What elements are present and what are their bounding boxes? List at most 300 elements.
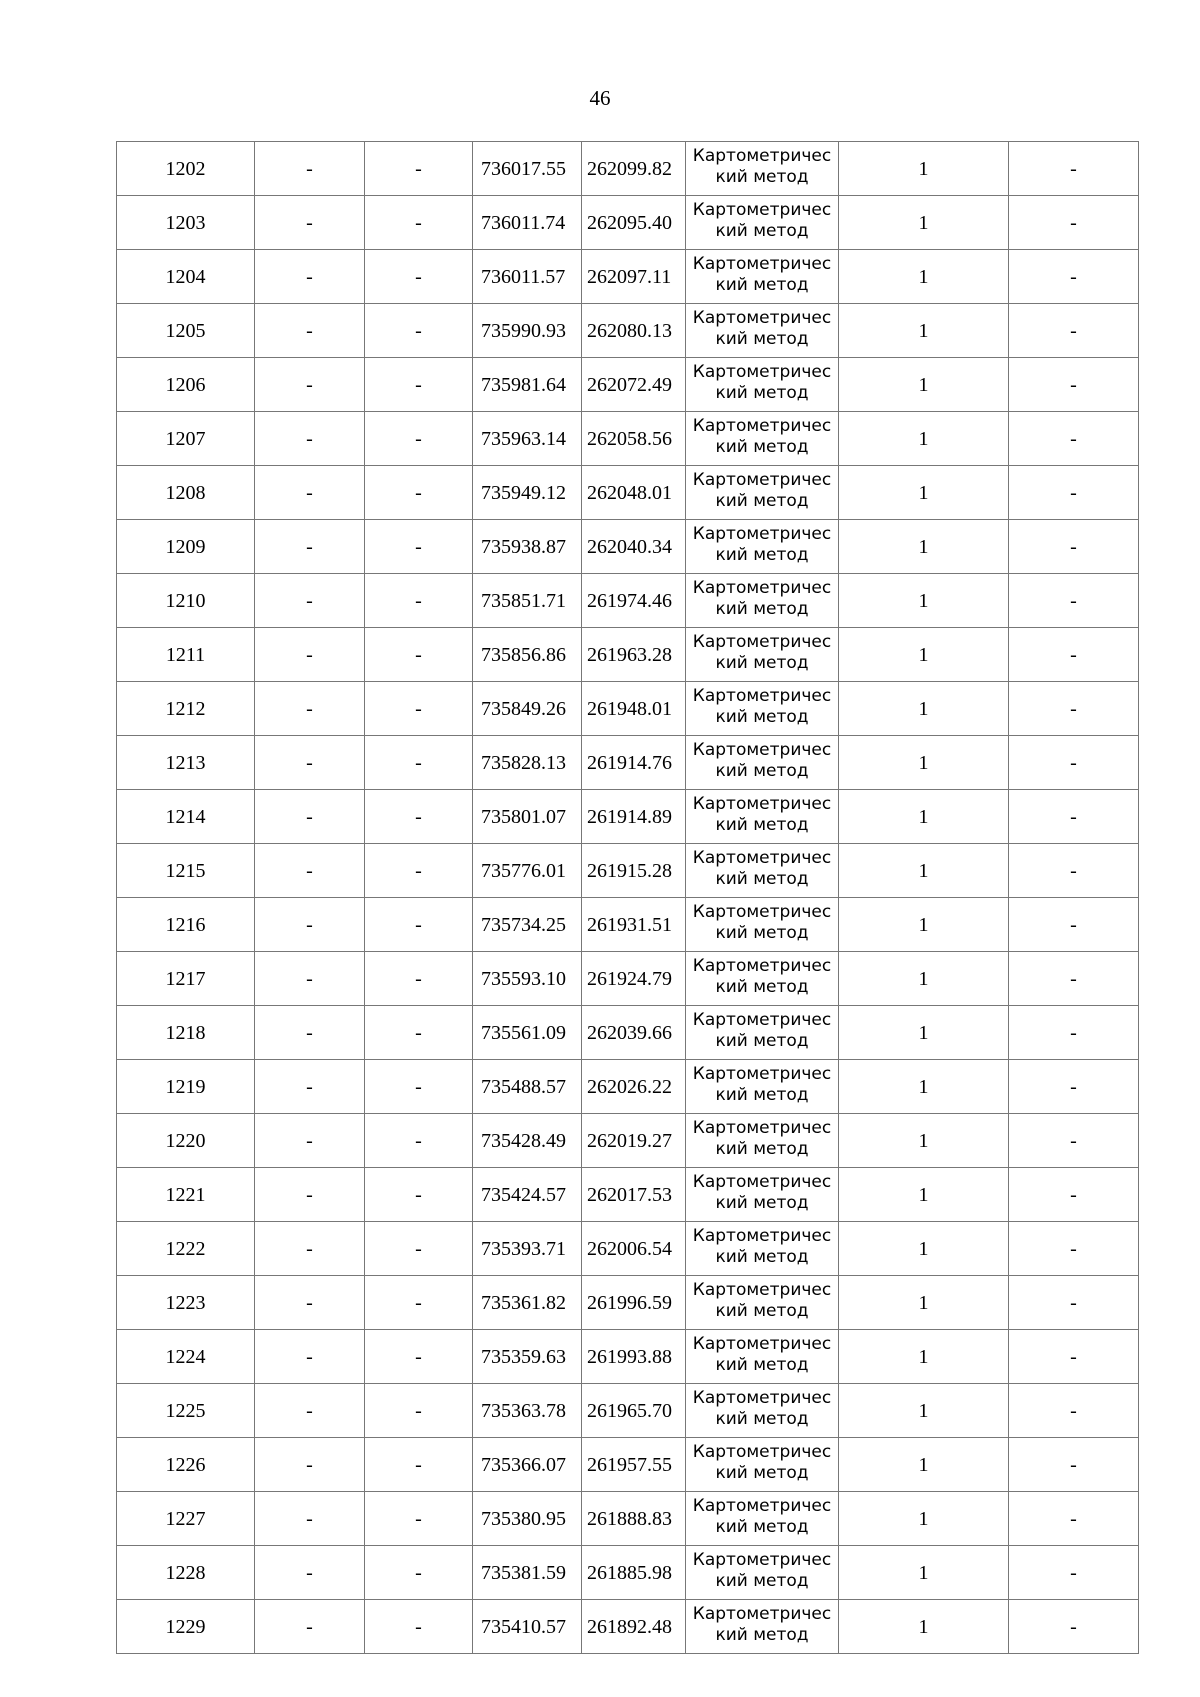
accuracy-cell: 1 [839,1222,1009,1276]
method-line-2: кий метод [715,329,809,349]
dash-cell: - [255,1168,365,1222]
table-row [117,844,1139,898]
method-line-1: Картометричес [692,1172,832,1192]
dash-cell: - [255,142,365,196]
x-coordinate-cell: 735361.82 [473,1276,582,1330]
y-coordinate-cell: 262026.22 [582,1060,686,1114]
y-coordinate-cell: 261892.48 [582,1600,686,1654]
x-coordinate-cell: 735381.59 [473,1546,582,1600]
point-number-cell: 1210 [117,574,255,628]
method-line-2: кий метод [715,1355,809,1375]
accuracy-cell: 1 [839,574,1009,628]
x-coordinate-cell: 735776.01 [473,844,582,898]
method-line-1: Картометричес [692,1550,832,1570]
method-line-2: кий метод [715,1085,809,1105]
page-number: 46 [589,86,611,110]
dash-cell: - [255,1492,365,1546]
point-number-cell: 1205 [117,304,255,358]
x-coordinate-cell: 735428.49 [473,1114,582,1168]
dash-cell: - [1009,844,1139,898]
dash-cell: - [365,898,473,952]
dash-cell: - [255,1006,365,1060]
method-line-2: кий метод [715,707,809,727]
dash-cell: - [255,1546,365,1600]
method-cell [686,1384,839,1438]
dash-cell: - [1009,1114,1139,1168]
y-coordinate-cell: 261948.01 [582,682,686,736]
x-coordinate-cell: 735981.64 [473,358,582,412]
accuracy-cell: 1 [839,520,1009,574]
point-number-cell: 1211 [117,628,255,682]
method-line-2: кий метод [715,977,809,997]
method-line-1: Картометричес [692,740,832,760]
table-row [117,1330,1139,1384]
y-coordinate-cell: 261915.28 [582,844,686,898]
x-coordinate-cell: 735410.57 [473,1600,582,1654]
dash-cell: - [1009,682,1139,736]
y-coordinate-cell: 261914.89 [582,790,686,844]
accuracy-cell: 1 [839,736,1009,790]
dash-cell: - [1009,1330,1139,1384]
dash-cell: - [365,1168,473,1222]
method-cell [686,1600,839,1654]
table-row [117,628,1139,682]
method-cell [686,736,839,790]
point-number-cell: 1223 [117,1276,255,1330]
dash-cell: - [365,682,473,736]
method-line-1: Картометричес [692,1064,832,1084]
method-cell [686,1222,839,1276]
dash-cell: - [255,196,365,250]
dash-cell: - [365,1546,473,1600]
method-line-1: Картометричес [692,146,832,166]
dash-cell: - [255,250,365,304]
method-line-2: кий метод [715,491,809,511]
table-row [117,736,1139,790]
accuracy-cell: 1 [839,1438,1009,1492]
x-coordinate-cell: 735593.10 [473,952,582,1006]
method-line-2: кий метод [715,1409,809,1429]
dash-cell: - [1009,142,1139,196]
method-cell [686,1060,839,1114]
dash-cell: - [1009,1222,1139,1276]
table-row [117,250,1139,304]
accuracy-cell: 1 [839,1114,1009,1168]
method-line-1: Картометричес [692,1118,832,1138]
method-cell [686,196,839,250]
accuracy-cell: 1 [839,1330,1009,1384]
table-row [117,358,1139,412]
point-number-cell: 1203 [117,196,255,250]
dash-cell: - [365,574,473,628]
dash-cell: - [1009,898,1139,952]
dash-cell: - [365,520,473,574]
table-row [117,790,1139,844]
dash-cell: - [1009,250,1139,304]
table-row [117,1168,1139,1222]
method-line-1: Картометричес [692,1334,832,1354]
dash-cell: - [365,628,473,682]
table-row [117,1492,1139,1546]
point-number-cell: 1215 [117,844,255,898]
dash-cell: - [1009,1060,1139,1114]
dash-cell: - [255,412,365,466]
method-line-1: Картометричес [692,254,832,274]
table-row [117,682,1139,736]
dash-cell: - [255,628,365,682]
dash-cell: - [1009,790,1139,844]
method-cell [686,682,839,736]
dash-cell: - [255,736,365,790]
point-number-cell: 1220 [117,1114,255,1168]
dash-cell: - [365,1276,473,1330]
dash-cell: - [365,1330,473,1384]
table-row [117,412,1139,466]
table-row [117,952,1139,1006]
method-line-2: кий метод [715,545,809,565]
x-coordinate-cell: 735380.95 [473,1492,582,1546]
dash-cell: - [365,250,473,304]
point-number-cell: 1224 [117,1330,255,1384]
dash-cell: - [365,1222,473,1276]
dash-cell: - [255,790,365,844]
accuracy-cell: 1 [839,952,1009,1006]
method-line-2: кий метод [715,1031,809,1051]
point-number-cell: 1221 [117,1168,255,1222]
dash-cell: - [255,1114,365,1168]
x-coordinate-cell: 736011.57 [473,250,582,304]
y-coordinate-cell: 262097.11 [582,250,686,304]
method-line-1: Картометричес [692,1442,832,1462]
dash-cell: - [255,574,365,628]
method-line-2: кий метод [715,653,809,673]
dash-cell: - [1009,736,1139,790]
point-number-cell: 1207 [117,412,255,466]
method-line-1: Картометричес [692,1496,832,1516]
dash-cell: - [365,952,473,1006]
method-line-1: Картометричес [692,308,832,328]
method-line-2: кий метод [715,815,809,835]
method-line-1: Картометричес [692,1388,832,1408]
method-cell [686,898,839,952]
x-coordinate-cell: 736011.74 [473,196,582,250]
method-cell [686,466,839,520]
method-line-2: кий метод [715,869,809,889]
point-number-cell: 1228 [117,1546,255,1600]
method-cell [686,520,839,574]
method-cell [686,412,839,466]
dash-cell: - [1009,196,1139,250]
method-line-1: Картометричес [692,848,832,868]
method-line-2: кий метод [715,1517,809,1537]
table-row [117,1546,1139,1600]
y-coordinate-cell: 261993.88 [582,1330,686,1384]
dash-cell: - [255,1438,365,1492]
accuracy-cell: 1 [839,1276,1009,1330]
method-line-1: Картометричес [692,956,832,976]
dash-cell: - [365,358,473,412]
dash-cell: - [365,196,473,250]
method-line-2: кий метод [715,1139,809,1159]
point-number-cell: 1226 [117,1438,255,1492]
method-cell [686,1276,839,1330]
y-coordinate-cell: 261965.70 [582,1384,686,1438]
x-coordinate-cell: 735949.12 [473,466,582,520]
x-coordinate-cell: 735488.57 [473,1060,582,1114]
method-line-2: кий метод [715,167,809,187]
table-row [117,196,1139,250]
dash-cell: - [1009,1546,1139,1600]
dash-cell: - [1009,628,1139,682]
dash-cell: - [1009,520,1139,574]
dash-cell: - [1009,952,1139,1006]
method-line-1: Картометричес [692,416,832,436]
method-line-1: Картометричес [692,1604,832,1624]
point-number-cell: 1204 [117,250,255,304]
dash-cell: - [255,682,365,736]
dash-cell: - [1009,358,1139,412]
method-cell [686,304,839,358]
method-line-1: Картометричес [692,794,832,814]
point-number-cell: 1229 [117,1600,255,1654]
accuracy-cell: 1 [839,142,1009,196]
method-line-2: кий метод [715,275,809,295]
method-line-2: кий метод [715,1463,809,1483]
accuracy-cell: 1 [839,304,1009,358]
accuracy-cell: 1 [839,790,1009,844]
table-row [117,898,1139,952]
y-coordinate-cell: 262040.34 [582,520,686,574]
table-row [117,1222,1139,1276]
y-coordinate-cell: 261963.28 [582,628,686,682]
method-cell [686,142,839,196]
dash-cell: - [255,1222,365,1276]
y-coordinate-cell: 261885.98 [582,1546,686,1600]
dash-cell: - [255,358,365,412]
y-coordinate-cell: 261914.76 [582,736,686,790]
point-number-cell: 1213 [117,736,255,790]
table-body [117,142,1139,1654]
point-number-cell: 1202 [117,142,255,196]
dash-cell: - [255,898,365,952]
x-coordinate-cell: 735849.26 [473,682,582,736]
y-coordinate-cell: 261931.51 [582,898,686,952]
y-coordinate-cell: 262080.13 [582,304,686,358]
method-cell [686,358,839,412]
table-row [117,574,1139,628]
y-coordinate-cell: 262006.54 [582,1222,686,1276]
method-line-2: кий метод [715,761,809,781]
accuracy-cell: 1 [839,1168,1009,1222]
y-coordinate-cell: 261974.46 [582,574,686,628]
dash-cell: - [1009,1438,1139,1492]
table-row [117,1438,1139,1492]
table-row [117,142,1139,196]
method-cell [686,1492,839,1546]
y-coordinate-cell: 262095.40 [582,196,686,250]
point-number-cell: 1222 [117,1222,255,1276]
method-line-1: Картометричес [692,200,832,220]
method-cell [686,1168,839,1222]
y-coordinate-cell: 261924.79 [582,952,686,1006]
accuracy-cell: 1 [839,412,1009,466]
dash-cell: - [365,736,473,790]
point-number-cell: 1218 [117,1006,255,1060]
accuracy-cell: 1 [839,1492,1009,1546]
point-number-cell: 1214 [117,790,255,844]
dash-cell: - [255,304,365,358]
dash-cell: - [365,844,473,898]
y-coordinate-cell: 261888.83 [582,1492,686,1546]
dash-cell: - [255,844,365,898]
dash-cell: - [255,952,365,1006]
dash-cell: - [365,790,473,844]
x-coordinate-cell: 736017.55 [473,142,582,196]
method-line-2: кий метод [715,1571,809,1591]
accuracy-cell: 1 [839,1384,1009,1438]
x-coordinate-cell: 735366.07 [473,1438,582,1492]
method-line-1: Картометричес [692,632,832,652]
dash-cell: - [255,1600,365,1654]
point-number-cell: 1206 [117,358,255,412]
dash-cell: - [1009,1384,1139,1438]
method-cell [686,250,839,304]
method-cell [686,628,839,682]
method-line-1: Картометричес [692,524,832,544]
method-cell [686,1330,839,1384]
accuracy-cell: 1 [839,682,1009,736]
dash-cell: - [365,1600,473,1654]
method-cell [686,1438,839,1492]
accuracy-cell: 1 [839,628,1009,682]
dash-cell: - [1009,304,1139,358]
x-coordinate-cell: 735734.25 [473,898,582,952]
table-row [117,1600,1139,1654]
y-coordinate-cell: 261996.59 [582,1276,686,1330]
method-cell [686,1006,839,1060]
point-number-cell: 1212 [117,682,255,736]
accuracy-cell: 1 [839,250,1009,304]
method-cell [686,1546,839,1600]
y-coordinate-cell: 261957.55 [582,1438,686,1492]
table-row [117,1114,1139,1168]
dash-cell: - [255,1276,365,1330]
accuracy-cell: 1 [839,1600,1009,1654]
x-coordinate-cell: 735851.71 [473,574,582,628]
method-line-2: кий метод [715,1625,809,1645]
method-cell [686,790,839,844]
accuracy-cell: 1 [839,1006,1009,1060]
y-coordinate-cell: 262099.82 [582,142,686,196]
dash-cell: - [255,520,365,574]
dash-cell: - [365,142,473,196]
point-number-cell: 1209 [117,520,255,574]
accuracy-cell: 1 [839,1060,1009,1114]
method-line-2: кий метод [715,221,809,241]
table-row [117,1006,1139,1060]
point-number-cell: 1216 [117,898,255,952]
accuracy-cell: 1 [839,358,1009,412]
method-line-1: Картометричес [692,902,832,922]
dash-cell: - [255,466,365,520]
dash-cell: - [365,1114,473,1168]
dash-cell: - [1009,412,1139,466]
method-line-1: Картометричес [692,362,832,382]
dash-cell: - [365,1060,473,1114]
point-number-cell: 1225 [117,1384,255,1438]
x-coordinate-cell: 735990.93 [473,304,582,358]
dash-cell: - [365,412,473,466]
accuracy-cell: 1 [839,196,1009,250]
x-coordinate-cell: 735938.87 [473,520,582,574]
x-coordinate-cell: 735359.63 [473,1330,582,1384]
method-line-2: кий метод [715,437,809,457]
table-row [117,304,1139,358]
method-line-2: кий метод [715,383,809,403]
x-coordinate-cell: 735424.57 [473,1168,582,1222]
accuracy-cell: 1 [839,844,1009,898]
coordinates-table [116,141,1139,1654]
method-line-2: кий метод [715,1301,809,1321]
x-coordinate-cell: 735363.78 [473,1384,582,1438]
y-coordinate-cell: 262058.56 [582,412,686,466]
dash-cell: - [255,1330,365,1384]
x-coordinate-cell: 735801.07 [473,790,582,844]
method-line-2: кий метод [715,1193,809,1213]
table-row [117,1384,1139,1438]
dash-cell: - [1009,1276,1139,1330]
accuracy-cell: 1 [839,1546,1009,1600]
dash-cell: - [255,1384,365,1438]
dash-cell: - [1009,1492,1139,1546]
dash-cell: - [365,466,473,520]
y-coordinate-cell: 262017.53 [582,1168,686,1222]
dash-cell: - [1009,1600,1139,1654]
y-coordinate-cell: 262072.49 [582,358,686,412]
method-line-1: Картометричес [692,1280,832,1300]
method-line-1: Картометричес [692,470,832,490]
dash-cell: - [1009,1006,1139,1060]
x-coordinate-cell: 735856.86 [473,628,582,682]
dash-cell: - [365,1006,473,1060]
method-cell [686,952,839,1006]
method-line-1: Картометричес [692,1226,832,1246]
dash-cell: - [365,1492,473,1546]
x-coordinate-cell: 735963.14 [473,412,582,466]
table-row [117,1060,1139,1114]
table-row [117,1276,1139,1330]
dash-cell: - [1009,574,1139,628]
point-number-cell: 1227 [117,1492,255,1546]
method-cell [686,574,839,628]
point-number-cell: 1219 [117,1060,255,1114]
dash-cell: - [365,304,473,358]
y-coordinate-cell: 262048.01 [582,466,686,520]
point-number-cell: 1208 [117,466,255,520]
dash-cell: - [255,1060,365,1114]
method-line-1: Картометричес [692,686,832,706]
method-line-2: кий метод [715,1247,809,1267]
dash-cell: - [1009,1168,1139,1222]
method-line-1: Картометричес [692,578,832,598]
x-coordinate-cell: 735561.09 [473,1006,582,1060]
accuracy-cell: 1 [839,466,1009,520]
method-line-2: кий метод [715,599,809,619]
method-line-2: кий метод [715,923,809,943]
point-number-cell: 1217 [117,952,255,1006]
method-cell [686,844,839,898]
y-coordinate-cell: 262039.66 [582,1006,686,1060]
